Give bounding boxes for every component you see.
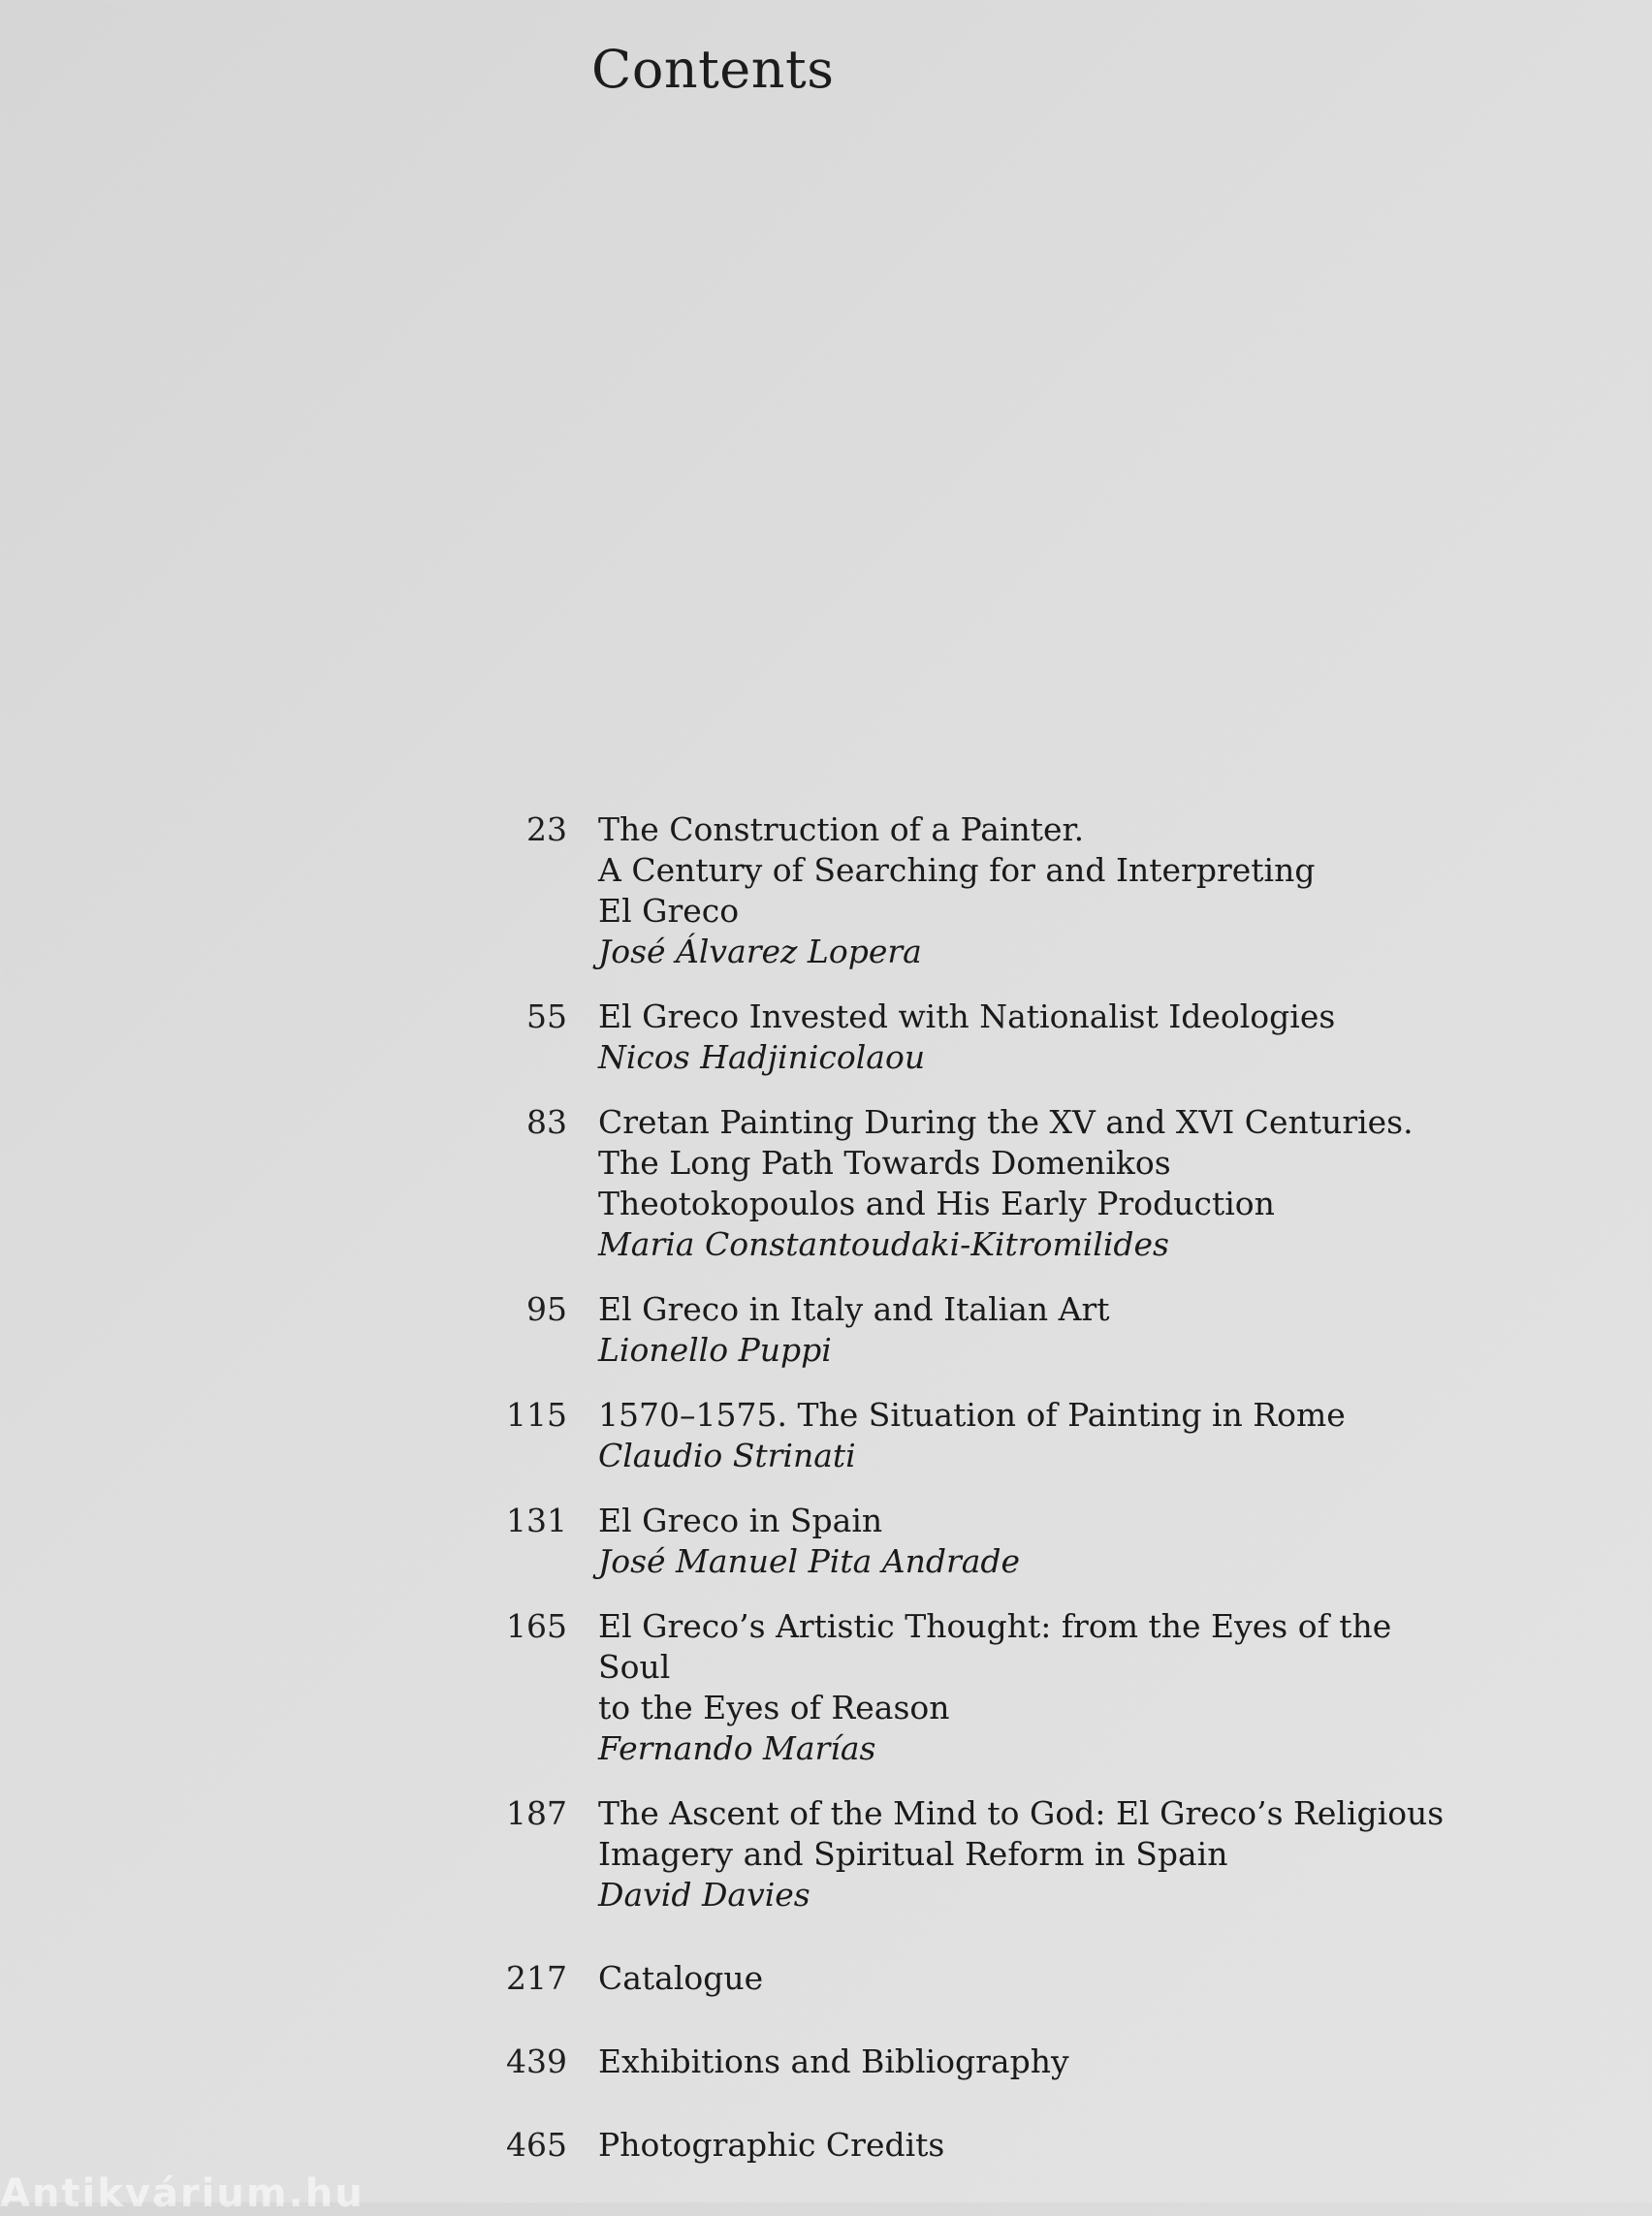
toc-entry bbox=[504, 997, 1474, 1078]
toc-entry-body bbox=[598, 1606, 1474, 1769]
toc-entry-body bbox=[598, 1289, 1474, 1371]
toc-entry bbox=[504, 1958, 1474, 1999]
toc-page-number: 115 bbox=[506, 1396, 567, 1434]
toc-page-number: 131 bbox=[506, 1502, 567, 1539]
toc-entry-title: Exhibitions and Bibliography bbox=[598, 2042, 1069, 2080]
toc-entry-title: El Greco in Spain bbox=[598, 1502, 883, 1539]
toc-entry-title: El Greco Invested with Nationalist Ideologies bbox=[598, 997, 1336, 1035]
toc-entry bbox=[504, 1793, 1474, 1915]
toc-entry-author: José Manuel Pita Andrade bbox=[598, 1542, 1021, 1580]
toc-entry-body bbox=[598, 2042, 1474, 2082]
toc-entry-author: Fernando Marías bbox=[598, 1729, 876, 1767]
toc-entry-title: The Construction of a Painter. A Century of Searching for and Interpreting El Greco bbox=[598, 810, 1316, 930]
watermark: Antikvárium.hu bbox=[0, 2171, 365, 2216]
toc-entry-title: El Greco’s Artistic Thought: from the Eyes of the Soul to the Eyes of Reason bbox=[598, 1607, 1392, 1726]
toc-page-number: 465 bbox=[506, 2126, 567, 2164]
toc-page-number: 55 bbox=[526, 997, 567, 1035]
toc-entry-author: Lionello Puppi bbox=[598, 1331, 832, 1369]
toc-entry-author: David Davies bbox=[598, 1876, 810, 1914]
toc-entry-author: Claudio Strinati bbox=[598, 1437, 856, 1474]
toc-page-number: 439 bbox=[506, 2042, 567, 2080]
toc-entry-title: 1570–1575. The Situation of Painting in Rome bbox=[598, 1396, 1346, 1434]
toc-entry bbox=[504, 1102, 1474, 1265]
toc-entry-body bbox=[598, 2125, 1474, 2166]
toc-page-number: 95 bbox=[526, 1290, 567, 1328]
toc-entry-author: José Álvarez Lopera bbox=[598, 933, 922, 970]
toc-entry bbox=[504, 809, 1474, 972]
toc-entry bbox=[504, 1395, 1474, 1476]
page-title: Contents bbox=[591, 39, 835, 100]
toc-entry-body bbox=[598, 1793, 1474, 1915]
toc-page-number: 23 bbox=[526, 810, 567, 848]
toc-entry-body bbox=[598, 1395, 1474, 1476]
toc-page-number: 83 bbox=[526, 1103, 567, 1141]
table-of-contents bbox=[504, 809, 1474, 2190]
toc-entry bbox=[504, 1501, 1474, 1582]
toc-entry bbox=[504, 1289, 1474, 1371]
toc-entry-title: Cretan Painting During the XV and XVI Centuries. The Long Path Towards Domenikos Theotokopoulos and His Early Production bbox=[598, 1103, 1414, 1222]
toc-entry-title: El Greco in Italy and Italian Art bbox=[598, 1290, 1110, 1328]
toc-page-number: 187 bbox=[506, 1794, 567, 1832]
toc-entry bbox=[504, 2125, 1474, 2166]
toc-entry-author: Maria Constantoudaki-Kitromilides bbox=[598, 1225, 1169, 1263]
toc-entry bbox=[504, 1606, 1474, 1769]
toc-entry-title: Photographic Credits bbox=[598, 2126, 945, 2164]
toc-entry-body bbox=[598, 809, 1474, 972]
toc-entry-author: Nicos Hadjinicolaou bbox=[598, 1038, 926, 1076]
toc-entry-body bbox=[598, 1501, 1474, 1582]
toc-page-number: 217 bbox=[506, 1959, 567, 1997]
toc-entry-body bbox=[598, 1102, 1474, 1265]
toc-entry bbox=[504, 2042, 1474, 2082]
toc-entry-body bbox=[598, 997, 1474, 1078]
toc-entry-body bbox=[598, 1958, 1474, 1999]
toc-entry-title: Catalogue bbox=[598, 1959, 764, 1997]
toc-entry-title: The Ascent of the Mind to God: El Greco’s Religious Imagery and Spiritual Reform in Spain bbox=[598, 1794, 1445, 1873]
toc-page-number: 165 bbox=[506, 1607, 567, 1645]
